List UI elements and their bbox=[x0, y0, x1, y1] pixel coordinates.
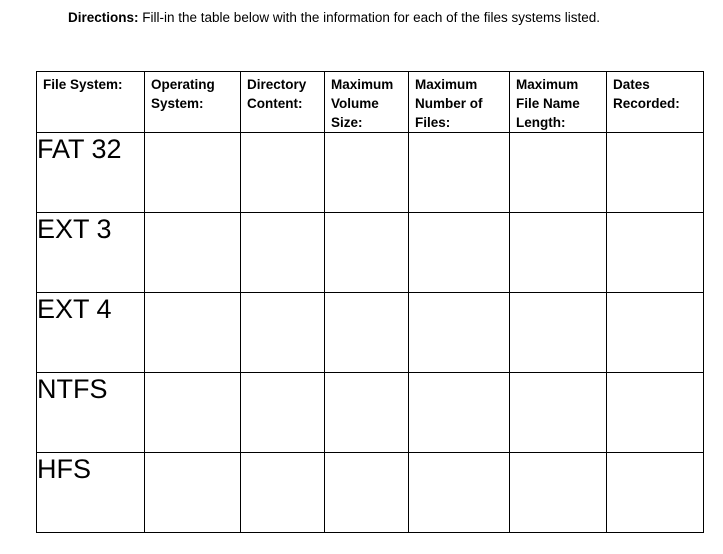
cell-operating-system[interactable] bbox=[145, 373, 241, 453]
row-label-ext4: EXT 4 bbox=[37, 293, 145, 373]
cell-directory-content[interactable] bbox=[241, 453, 325, 533]
cell-max-number-of-files[interactable] bbox=[409, 213, 510, 293]
cell-max-file-name-length[interactable] bbox=[510, 293, 607, 373]
cell-max-number-of-files[interactable] bbox=[409, 293, 510, 373]
cell-dates-recorded[interactable] bbox=[607, 373, 704, 453]
cell-operating-system[interactable] bbox=[145, 213, 241, 293]
cell-max-file-name-length[interactable] bbox=[510, 373, 607, 453]
cell-operating-system[interactable] bbox=[145, 293, 241, 373]
cell-max-volume-size[interactable] bbox=[325, 373, 409, 453]
cell-operating-system[interactable] bbox=[145, 453, 241, 533]
row-label-hfs: HFS bbox=[37, 453, 145, 533]
table-row bbox=[37, 213, 704, 293]
header-max-volume-size: Maximum Volume Size: bbox=[325, 72, 409, 133]
cell-max-volume-size[interactable] bbox=[325, 213, 409, 293]
row-label-fat32: FAT 32 bbox=[37, 133, 145, 213]
file-system-table bbox=[36, 71, 704, 533]
header-file-system: File System: bbox=[37, 72, 145, 133]
cell-max-number-of-files[interactable] bbox=[409, 133, 510, 213]
cell-max-volume-size[interactable] bbox=[325, 133, 409, 213]
directions-text bbox=[68, 9, 600, 27]
cell-dates-recorded[interactable] bbox=[607, 213, 704, 293]
header-row bbox=[37, 72, 704, 133]
table-row bbox=[37, 133, 704, 213]
table-row bbox=[37, 373, 704, 453]
cell-operating-system[interactable] bbox=[145, 133, 241, 213]
cell-max-volume-size[interactable] bbox=[325, 293, 409, 373]
cell-max-file-name-length[interactable] bbox=[510, 213, 607, 293]
cell-dates-recorded[interactable] bbox=[607, 293, 704, 373]
row-label-ntfs: NTFS bbox=[37, 373, 145, 453]
header-operating-system: Operating System: bbox=[145, 72, 241, 133]
cell-max-file-name-length[interactable] bbox=[510, 453, 607, 533]
header-max-file-name-length: Maximum File Name Length: bbox=[510, 72, 607, 133]
directions-body: Fill-in the table below with the information for each of the files systems listed. bbox=[138, 10, 600, 25]
row-label-ext3: EXT 3 bbox=[37, 213, 145, 293]
table-row bbox=[37, 293, 704, 373]
header-directory-content: Directory Content: bbox=[241, 72, 325, 133]
directions-label: Directions: bbox=[68, 10, 139, 25]
cell-max-number-of-files[interactable] bbox=[409, 373, 510, 453]
cell-dates-recorded[interactable] bbox=[607, 133, 704, 213]
cell-dates-recorded[interactable] bbox=[607, 453, 704, 533]
header-dates-recorded: Dates Recorded: bbox=[607, 72, 704, 133]
cell-max-volume-size[interactable] bbox=[325, 453, 409, 533]
cell-directory-content[interactable] bbox=[241, 133, 325, 213]
table-row bbox=[37, 453, 704, 533]
cell-directory-content[interactable] bbox=[241, 373, 325, 453]
cell-max-file-name-length[interactable] bbox=[510, 133, 607, 213]
cell-directory-content[interactable] bbox=[241, 293, 325, 373]
cell-directory-content[interactable] bbox=[241, 213, 325, 293]
header-max-number-of-files: Maximum Number of Files: bbox=[409, 72, 510, 133]
cell-max-number-of-files[interactable] bbox=[409, 453, 510, 533]
